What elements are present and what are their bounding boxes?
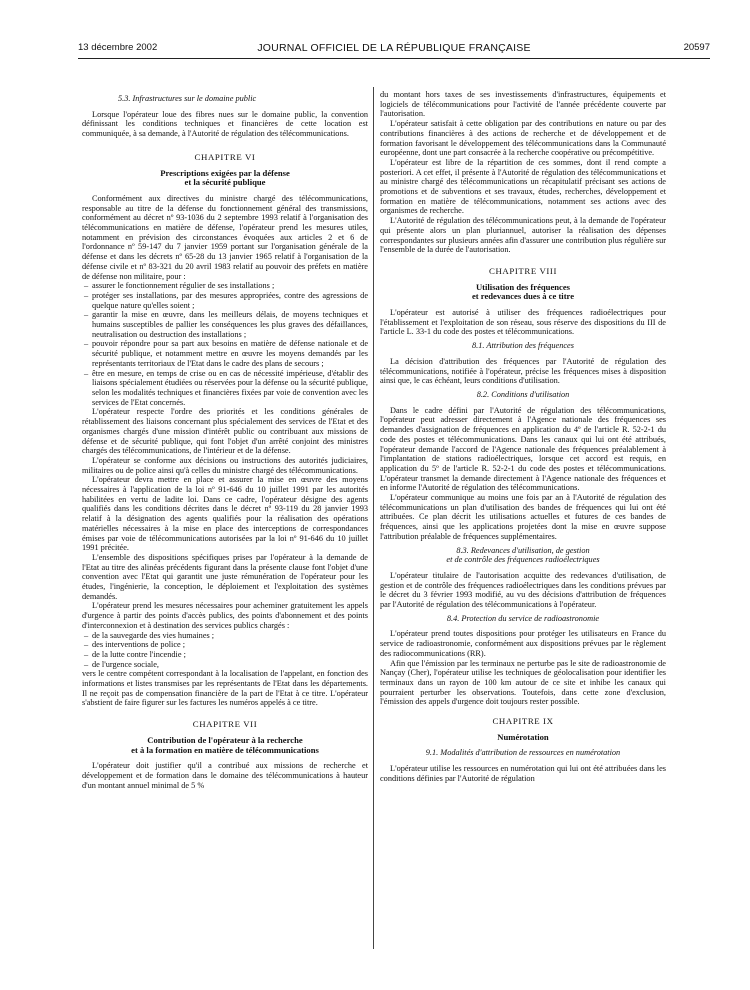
chapter-6-paragraph-4: L'opérateur devra mettre en place et assurer la mise en œuvre des moyens nécessaires à l'application de la loi nº 91-646 du 10 juillet 1991 par les autorités habilitées en vertu de ladite loi. Dans ce cadre, l'opérateur désigne des agents qualifiés dans les conditions décrites dans le décret nº 93-119 du 28 janvier 1993 relatif à la désignation des agents qualifiés pour la réalisation des opérations matérielles nécessaires à la mise en place des interceptions de correspondances émises par voie de télécommunications autorisées par la loi nº 91-646 du 10 juillet 1991 précitée. <box>82 475 368 553</box>
chapter-7-paragraph-3: L'opérateur est libre de la répartition de ces sommes, dont il rend compte a posteriori. A cet effet, il présente à l'Autorité de régulation des télécommunications et au ministre chargé des télécommunications un récapitulatif précisant ses actions de promotions et de subventions et ses travaux, études, recherches, développement et formation en matière de télécommunications, notamment ses actions avec des organismes de recherche. <box>380 157 666 216</box>
chapter-9-label: CHAPITRE IX <box>492 716 554 727</box>
chapter-7-title-line-1: Contribution de l'opérateur à la recherche <box>147 734 303 745</box>
section-8-2-paragraph-2: L'opérateur communique au moins une fois par an à l'Autorité de régulation des télécommunications un plan d'utilisation des bandes de fréquences qui lui ont été attribuées. Ce plan décrit les utilisations actuelles et futures de ces bandes de fréquences, ainsi que les applications projetées dont la mise en œuvre suppose l'attribution préalable de fréquences supplémentaires. <box>380 493 666 541</box>
emergency-services-list <box>82 631 368 670</box>
header-date: 13 décembre 2002 <box>78 42 158 53</box>
chapter-6-title-line-2: et la sécurité publique <box>184 177 266 188</box>
list-item: – pouvoir répondre pour sa part aux besoins en matière de défense nationale et de sécurité publique, et notamment mettre en œuvre les moyens demandés par les représentants territoriaux de l'Etat dans le cadre des plans de secours ; <box>84 339 368 368</box>
section-9-1-paragraph: L'opérateur utilise les ressources en numérotation qui lui ont été attribuées dans les conditions définies par l'Autorité de régulation <box>380 764 666 783</box>
left-column <box>82 90 368 790</box>
chapter-7-paragraph-1: L'opérateur doit justifier qu'il a contribué aux missions de recherche et développement et de formation dans le domaine des télécommunications à hauteur d'un montant annuel minimal de 5 % <box>82 761 368 790</box>
chapter-8-title <box>380 283 666 302</box>
chapter-9-title: Numérotation <box>497 731 549 742</box>
chapter-6-list <box>82 281 368 407</box>
list-item: – protéger ses installations, par des mesures appropriées, contre des agressions de quelque nature qu'elles soient ; <box>84 290 368 310</box>
section-8-4-paragraph-1: L'opérateur prend toutes dispositions pour protéger les utilisateurs en France du service de radioastronomie, conformément aux dispositions prévues par le règlement des radiocommunications (RR). <box>380 629 666 658</box>
section-8-3-title-line-1: 8.3. Redevances d'utilisation, de gestion <box>456 545 590 555</box>
section-8-1-title: 8.1. Attribution des fréquences <box>472 341 574 351</box>
chapter-6-paragraph-7: vers le centre compétent correspondant à la localisation de l'appelant, en fonction des informations et listes transmises par les représentants de l'Etat dans les départements. Il ne reçoit pas de compensation financière de la part de l'Etat à ce titre. L'opérateur s'abstient de faire figurer sur les factures les numéros appelés à ce titre. <box>82 669 368 708</box>
chapter-7-paragraph-1-continued: du montant hors taxes de ses investissements d'infrastructures, équipements et logiciels de télécommunications pour l'activité de l'année précédente couverte par l'autorisation. <box>380 90 666 119</box>
section-9-1-title: 9.1. Modalités d'attribution de ressources en numérotation <box>425 748 621 758</box>
section-8-2-paragraph-1: Dans le cadre défini par l'Autorité de régulation des télécommunications, l'opérateur peut adresser directement à l'Agence nationale des fréquences ses demandes d'assignation de fréquences en application du 4º de l'article R. 52-2-1 du code des postes et télécommunications. Dans les canaux qui lui ont été attribués, l'opérateur demande l'accord de l'Agence nationale des fréquences préalablement à l'implantation de stations radioélectriques, lorsque cet accord est requis, en application du 5º de l'article R. 52-2-1 du code des postes et télécommunications. L'opérateur transmet la demande directement à l'Agence nationale des fréquences et en informe l'Autorité de régulation des télécommunications. <box>380 405 666 493</box>
list-item: – de la sauvegarde des vies humaines ; <box>84 630 215 640</box>
chapter-6-paragraph-6: L'opérateur prend les mesures nécessaires pour acheminer gratuitement les appels d'urgence à partir des points d'accès publics, des points d'abonnement et des points d'interconnexion et à destination des services publics chargés : <box>82 601 368 630</box>
header-journal-title: JOURNAL OFFICIEL DE LA RÉPUBLIQUE FRANÇAISE <box>257 42 531 54</box>
right-column <box>380 90 666 784</box>
list-item: – être en mesure, en temps de crise ou en cas de nécessité impérieuse, d'établir des liaisons spécialement étudiées ou réservées pour la défense ou la sécurité publique, selon les modalités techniques et financières fixées par voie de convention avec les services de l'Etat concernés. <box>84 368 368 407</box>
chapter-6-title <box>82 169 368 188</box>
chapter-7-paragraph-4: L'Autorité de régulation des télécommunications peut, à la demande de l'opérateur qui présente alors un plan pluriannuel, autoriser la réalisation des dépenses correspondantes sur plusieurs années afin d'assurer une contribution plus régulière sur l'ensemble de la durée de l'autorisation. <box>380 216 666 255</box>
section-8-2-title: 8.2. Conditions d'utilisation <box>476 389 570 399</box>
column-divider <box>373 87 374 949</box>
section-8-4-title: 8.4. Protection du service de radioastronomie <box>446 613 600 623</box>
list-item: – assurer le fonctionnement régulier de ses installations ; <box>84 281 275 291</box>
chapter-8-paragraph-1: L'opérateur est autorisé à utiliser des fréquences radioélectriques pour l'établissement et l'exploitation de son réseau, sous réserve des dispositions du III de l'article L. 33-1 du code des postes et télécommunications. <box>380 308 666 337</box>
chapter-8-label: CHAPITRE VIII <box>489 265 557 276</box>
list-item: – de la lutte contre l'incendie ; <box>84 649 186 659</box>
chapter-7-paragraph-2: L'opérateur satisfait à cette obligation par des contributions en nature ou par des contributions financières à des actions de recherche et de développement et de formation favorisant le développement des télécommunications dans la Communauté européenne, dont une part consacrée à la recherche coopérative ou précompétitive. <box>380 119 666 158</box>
chapter-6-paragraph-1: Conformément aux directives du ministre chargé des télécommunications, responsable au titre de la défense du fonctionnement général des transmissions, conformément au décret nº 93-1036 du 2 septembre 1993 relatif à l'organisation des télécommunications en matière de défense, l'opérateur prend les mesures utiles, notamment en prévision des circonstances évoquées aux articles 2 et 6 de l'ordonnance nº 59-147 du 7 janvier 1959 portant sur l'organisation générale de la défense et dans les décrets nº 65-28 du 13 janvier 1965 relatif à l'organisation de la défense civile et nº 83-321 du 20 avril 1983 relatif au pouvoir des préfets en matière de défense non militaire, pour : <box>82 193 368 281</box>
section-8-3-paragraph: L'opérateur titulaire de l'autorisation acquitte des redevances d'utilisation, de gestion et de contrôle des fréquences radioélectriques dans les conditions prévues par le décret du 3 février 1993 modifié, au vu des décisions d'attribution de fréquences par l'Autorité de régulation des télécommunications à l'opérateur. <box>380 570 666 610</box>
chapter-8-title-line-1: Utilisation des fréquences <box>475 281 571 292</box>
header-rule <box>78 58 710 59</box>
chapter-8-title-line-2: et redevances dues à ce titre <box>471 291 575 302</box>
section-8-3-title <box>380 546 666 565</box>
chapter-6-title-line-1: Prescriptions exigées par la défense <box>160 167 290 178</box>
chapter-7-title <box>82 736 368 755</box>
page-header <box>78 42 710 56</box>
chapter-7-title-line-2: et à la formation en matière de télécommunications <box>131 744 319 755</box>
section-8-1-paragraph: La décision d'attribution des fréquences par l'Autorité de régulation des télécommunications, notifiée à l'opérateur, précise les fréquences mises à disposition ainsi que, le cas échéant, leurs conditions d'utilisation. <box>380 356 666 386</box>
list-item: – garantir la mise en œuvre, dans les meilleurs délais, de moyens techniques et humains susceptibles de pallier les conséquences les plus graves des défaillances, neutralisation ou destruction des installations ; <box>84 310 368 339</box>
header-page-number: 20597 <box>683 42 710 53</box>
list-item: – des interventions de police ; <box>84 640 186 650</box>
section-5-3-paragraph: Lorsque l'opérateur loue des fibres nues sur le domaine public, la convention définissant les conditions techniques et financières de cette location est communiquée, à sa demande, à l'Autorité de régulation des télécommunications. <box>82 109 368 139</box>
list-item: – de l'urgence sociale, <box>84 659 159 669</box>
chapter-6-paragraph-3: L'opérateur se conforme aux décisions ou instructions des autorités judiciaires, militaires ou de police ainsi qu'à celles du ministre chargé des télécommunications. <box>82 455 368 475</box>
chapter-6-paragraph-5: L'ensemble des dispositions spécifiques prises par l'opérateur à la demande de l'Etat au titre des alinéas précédents figurant dans la présente clause font l'objet d'une convention avec l'Etat qui garantit une juste rémunération de l'opérateur pour les études, l'ingénierie, la conception, le déploiement et l'exploitation des systèmes demandés. <box>82 552 368 601</box>
section-8-4-paragraph-2: Afin que l'émission par les terminaux ne perturbe pas le site de radioastronomie de Nançay (Cher), l'opérateur utilise les techniques de géolocalisation pour identifier les terminaux dans un rayon de 100 km autour de ce site et inhibe les canaux qui pourraient perturber les observations. Toutefois, dans cette zone d'exclusion, l'émission des appels d'urgence doit toujours rester possible. <box>380 658 666 707</box>
chapter-7-label: CHAPITRE VII <box>192 719 258 730</box>
section-5-3-title: 5.3. Infrastructures sur le domaine public <box>118 94 257 103</box>
section-8-3-title-line-2: et de contrôle des fréquences radioélectriques <box>446 555 600 565</box>
chapter-6-label: CHAPITRE VI <box>194 151 256 162</box>
chapter-6-paragraph-2: L'opérateur respecte l'ordre des priorités et les conditions générales de rétablissement des liaisons concernant plus spécialement des services de l'Etat et des organismes chargés d'une mission d'intérêt public ou contribuant aux missions de défense et de sécurité publique, qui font l'objet d'un arrêté conjoint des ministres chargés des télécommunications, de l'intérieur et de la défense. <box>82 407 368 456</box>
